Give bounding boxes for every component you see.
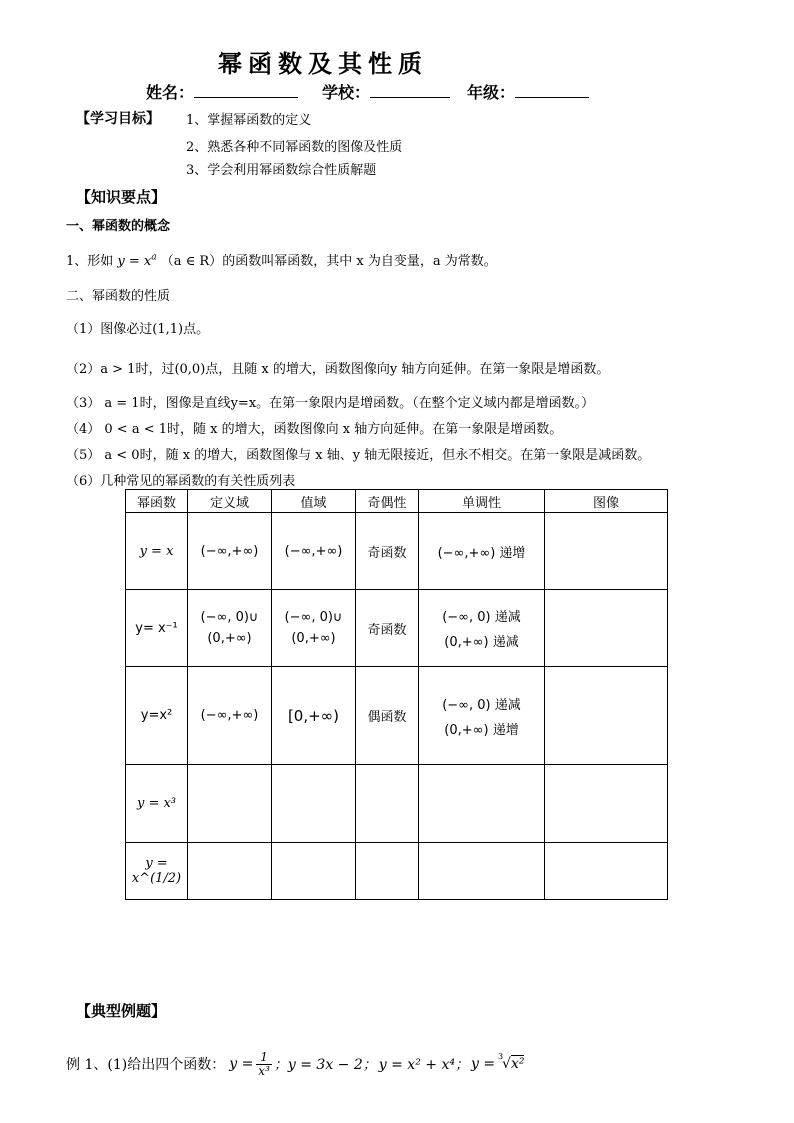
mono-cell — [419, 590, 545, 667]
mono-cell — [419, 843, 545, 900]
range-cell — [272, 843, 356, 900]
definition-line — [66, 250, 497, 269]
column-header: 幂函数 — [126, 490, 188, 513]
domain-cell — [188, 590, 272, 667]
example-prefix: 例 1、(1)给出四个函数： — [66, 1057, 226, 1073]
range-line: (0,+∞) — [291, 631, 336, 646]
domain-line: (−∞, 0)∪ — [200, 610, 259, 625]
range-line: (−∞, 0)∪ — [284, 610, 343, 625]
name-field — [146, 80, 298, 103]
func-cell: y = x^(1/2) — [126, 843, 188, 900]
root-index: 3 — [498, 1052, 504, 1061]
range-line: (−∞,+∞) — [284, 543, 343, 559]
graph-cell — [545, 513, 668, 590]
property-line: （5） a < 0时，随 x 的增大，函数图像与 x 轴、y 轴无限接近，但永不相交。在第一象限是减函数。 — [66, 448, 651, 463]
property-line: （6）几种常见的幂函数的有关性质列表 — [66, 474, 296, 489]
column-header: 定义域 — [188, 490, 272, 513]
range-cell — [272, 765, 356, 843]
mono-cell — [419, 513, 545, 590]
column-header: 值域 — [272, 490, 356, 513]
mono-line: (0,+∞) 递减 — [444, 635, 519, 650]
range-line: [0,+∞) — [287, 706, 340, 725]
column-header: 奇偶性 — [356, 490, 419, 513]
name-label: 姓名： — [146, 83, 195, 102]
column-header: 单调性 — [419, 490, 545, 513]
range-cell — [272, 513, 356, 590]
example-1-line — [66, 1044, 524, 1084]
table-row — [126, 513, 668, 590]
parity-cell: 偶函数 — [356, 667, 419, 765]
domain-cell — [188, 513, 272, 590]
graph-cell — [545, 667, 668, 765]
table-header-row — [126, 490, 668, 513]
property-line: （4） 0 < a < 1时，随 x 的增大，函数图像向 x 轴方向延伸。在第一象限是增函数。 — [66, 422, 563, 437]
radicand: x² — [510, 1056, 525, 1072]
def-cond: （a ∈ R） — [160, 254, 223, 269]
section-title: 二、幂函数的性质 — [66, 289, 171, 304]
property-line: （3） a = 1时，图像是直线y=x。在第一象限内是增函数。（在整个定义域内都是增函数。） — [66, 396, 595, 411]
domain-line: (−∞,+∞) — [200, 708, 259, 723]
f3: y = x² + x⁴； — [378, 1057, 469, 1073]
func-cell: y=x² — [126, 667, 188, 765]
school-field — [322, 80, 450, 103]
domain-cell — [188, 667, 272, 765]
grade-label: 年级： — [467, 83, 516, 102]
cube-root — [498, 1052, 525, 1072]
mono-line: (−∞, 0) 递减 — [442, 610, 521, 625]
fraction-numerator: 1 — [256, 1051, 272, 1065]
grade-field — [467, 80, 589, 103]
parity-cell — [356, 765, 419, 843]
mono-cell — [419, 765, 545, 843]
table-row — [126, 765, 668, 843]
objective-item: 1、掌握幂函数的定义 — [186, 113, 312, 128]
mono-cell — [419, 667, 545, 765]
objective-item: 2、熟悉各种不同幂函数的图像及性质 — [186, 140, 403, 155]
fraction-1-over-x3 — [256, 1051, 272, 1078]
parity-cell — [356, 843, 419, 900]
table-row — [126, 590, 668, 667]
parity-cell: 奇函数 — [356, 590, 419, 667]
radical-sign-icon: √ — [502, 1056, 511, 1072]
range-cell — [272, 667, 356, 765]
def-prefix: 1、形如 — [66, 254, 114, 269]
graph-cell — [545, 765, 668, 843]
func-cell: y = x — [126, 513, 188, 590]
def-exp: a — [151, 252, 157, 263]
page-title: 幂函数及其性质 — [218, 49, 428, 78]
examples-label: 【典型例题】 — [76, 1002, 167, 1020]
knowledge-label: 【知识要点】 — [76, 188, 167, 206]
f2: ；y = 3x − 2； — [273, 1057, 377, 1073]
table-row — [126, 667, 668, 765]
domain-line: (0,+∞) — [207, 631, 252, 646]
domain-cell — [188, 765, 272, 843]
school-blank[interactable] — [370, 83, 450, 98]
name-blank[interactable] — [194, 83, 298, 98]
range-cell — [272, 590, 356, 667]
graph-cell — [545, 590, 668, 667]
objective-item: 3、学会利用幂函数综合性质解题 — [186, 163, 377, 178]
objectives-label: 【学习目标】 — [76, 111, 160, 127]
f4-lhs: y = — [470, 1056, 496, 1072]
column-header: 图像 — [545, 490, 668, 513]
mono-line: (−∞, 0) 递减 — [442, 697, 521, 713]
grade-blank[interactable] — [515, 83, 589, 98]
def-expr: y = x — [117, 254, 152, 269]
property-line: （2）a > 1时，过(0,0)点，且随 x 的增大，函数图像向y 轴方向延伸。在第一象限是增函数。 — [66, 362, 610, 377]
domain-cell — [188, 843, 272, 900]
mono-line: (−∞,+∞) 递增 — [437, 545, 526, 561]
school-label: 学校： — [322, 83, 371, 102]
func-cell: y= x⁻¹ — [126, 590, 188, 667]
table-row — [126, 843, 668, 900]
section-title: 一、幂函数的概念 — [66, 219, 171, 234]
domain-line: (−∞,+∞) — [200, 543, 259, 559]
f1-lhs: y = — [229, 1056, 254, 1072]
property-line: （1）图像必过(1,1)点。 — [66, 322, 210, 337]
def-suffix: 的函数叫幂函数，其中 x 为自变量，a 为常数。 — [222, 254, 497, 269]
properties-table — [125, 489, 668, 900]
fraction-denominator: x³ — [258, 1063, 270, 1078]
mono-line: (0,+∞) 递增 — [444, 722, 519, 738]
parity-cell: 奇函数 — [356, 513, 419, 590]
func-cell: y = x³ — [126, 765, 188, 843]
graph-cell — [545, 843, 668, 900]
